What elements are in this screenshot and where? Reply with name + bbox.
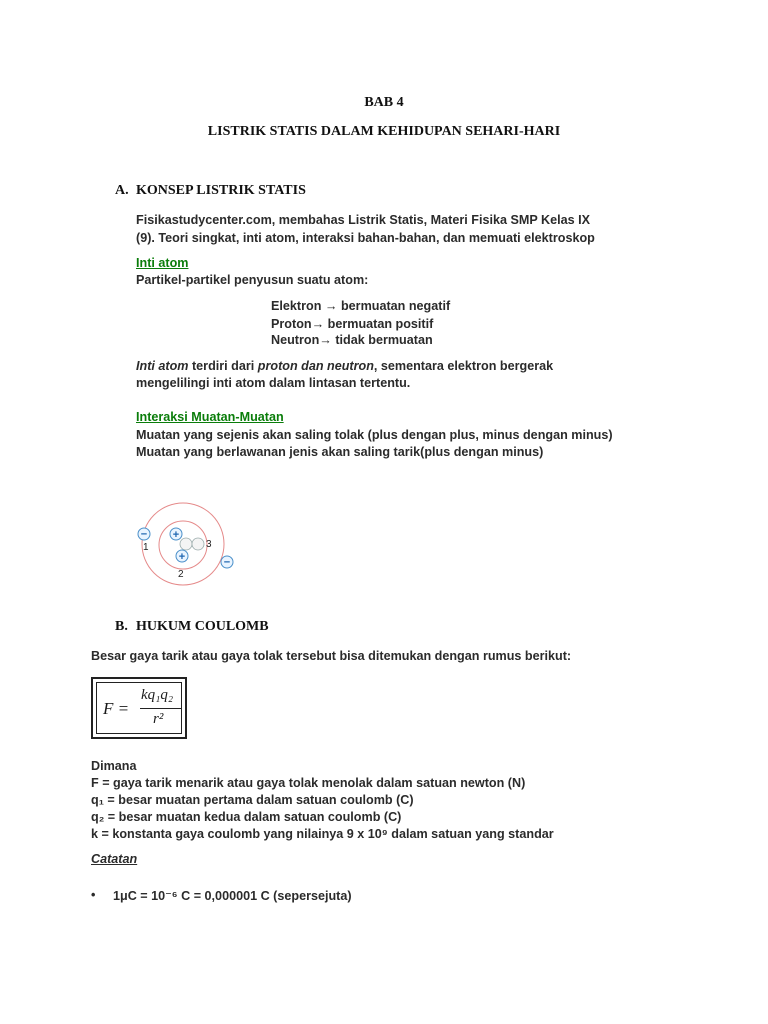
svg-text:−: − [140, 528, 148, 541]
intro-line-1: Fisikastudycenter.com, membahas Listrik Statis, Materi Fisika SMP Kelas IX [136, 213, 591, 227]
nucleus-components: proton dan neutron [257, 359, 374, 373]
formula-box [91, 677, 187, 739]
nucleus-term: Inti atom [136, 359, 189, 373]
definition-f: F = gaya tarik menarik atau gaya tolak menolak dalam satuan newton (N) [91, 776, 526, 790]
intro-line-2: (9). Teori singkat, inti atom, interaksi bahan-bahan, dan memuati elektroskop [136, 231, 595, 245]
neutron-icon [180, 538, 192, 550]
neutron-icon [192, 538, 204, 550]
inti-atom-text: Partikel-partikel penyusun suatu atom: [136, 273, 369, 287]
fraction-bar [140, 708, 181, 709]
document-title: LISTRIK STATIS DALAM KEHIDUPAN SEHARI-HARI [207, 124, 561, 139]
interaction-line-1: Muatan yang sejenis akan saling tolak (plus dengan plus, minus dengan minus) [136, 428, 613, 442]
definition-q1: q₁ = besar muatan pertama dalam satuan coulomb (C) [91, 793, 414, 807]
definition-q2: q₂ = besar muatan kedua dalam satuan coulomb (C) [91, 810, 402, 824]
nucleus-rest: , sementara elektron bergerak [373, 359, 554, 373]
chapter-label: BAB 4 [364, 95, 404, 110]
section-b-heading: HUKUM COULOMB [136, 619, 269, 634]
formula-denominator: r² [153, 711, 164, 727]
nucleus-line-2: mengelilingi inti atom dalam lintasan tertentu. [136, 376, 411, 390]
coulomb-intro: Besar gaya tarik atau gaya tolak tersebut bisa ditemukan dengan rumus berikut: [91, 649, 572, 663]
formula-inner-border [96, 682, 182, 734]
section-a-marker: A. [115, 183, 129, 198]
diagram-label-1: 1 [143, 542, 149, 553]
interaction-heading: Interaksi Muatan-Muatan [136, 410, 284, 424]
particle-neutron: Neutron→ tidak bermuatan [271, 333, 433, 347]
formula-lhs: F = [103, 699, 130, 718]
definition-k: k = konstanta gaya coulomb yang nilainya 9 x 10⁹ dalam satuan yang standar [91, 827, 554, 841]
interaction-line-2: Muatan yang berlawanan jenis akan saling tarik(plus dengan minus) [136, 445, 544, 459]
section-a-heading: KONSEP LISTRIK STATIS [136, 183, 306, 198]
particle-proton: Proton→ bermuatan positif [271, 317, 434, 331]
svg-text:+: + [172, 529, 180, 541]
diagram-label-2: 2 [178, 569, 184, 580]
nucleus-line-1 [136, 359, 553, 373]
catatan-heading: Catatan [91, 852, 138, 866]
diagram-label-3: 3 [206, 539, 212, 550]
note-microcoulomb: 1μC = 10⁻⁶ C = 0,000001 C (sepersejuta) [113, 889, 352, 903]
section-b-marker: B. [115, 619, 128, 634]
particle-electron: Elektron → bermuatan negatif [271, 299, 451, 313]
svg-text:+: + [178, 551, 186, 563]
inti-atom-heading: Inti atom [136, 256, 189, 270]
formula-numerator: kq₁q₂ [141, 687, 174, 703]
note-bullet: • [91, 888, 96, 902]
nucleus-connector: terdiri dari [188, 359, 258, 373]
svg-text:−: − [223, 556, 231, 569]
dimana-label: Dimana [91, 759, 137, 773]
